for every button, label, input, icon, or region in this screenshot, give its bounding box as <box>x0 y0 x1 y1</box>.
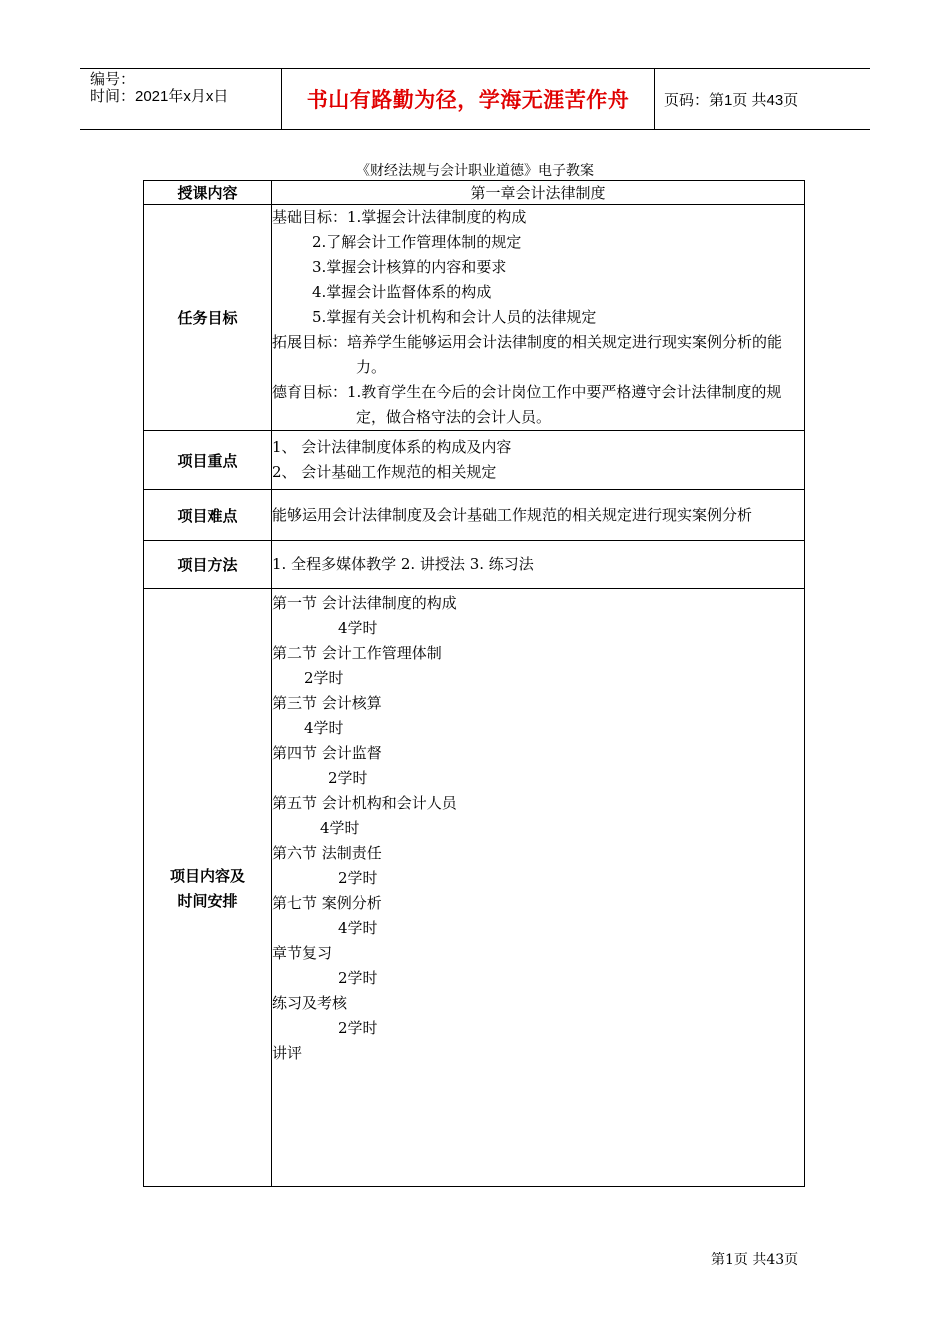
focus-label: 项目重点 <box>144 431 272 490</box>
schedule-title-9: 练习及考核 <box>272 994 348 1012</box>
goal-moral: 德育目标：1.教育学生在今后的会计岗位工作中要严格遵守会计法律制度的规定，做合格守法的会计人员。 <box>272 383 782 426</box>
difficulty-content: 能够运用会计法律制度及会计基础工作规范的相关规定进行现实案例分析 <box>272 490 805 541</box>
goals-content <box>272 205 805 431</box>
schedule-hours-9: 2学时 <box>338 1019 378 1037</box>
goal-extended: 拓展目标：培养学生能够运用会计法律制度的相关规定进行现实案例分析的能力。 <box>272 333 783 376</box>
document-title: 《财经法规与会计职业道德》电子教案 <box>356 163 594 179</box>
goal-basic-1: 基础目标：1.掌握会计法律制度的构成 <box>272 208 527 226</box>
goal-basic-5: 5.掌握有关会计机构和会计人员的法律规定 <box>312 308 597 326</box>
motto: 书山有路勤为径，学海无涯苦作舟 <box>281 69 655 129</box>
page-info: 页码：第1页 共43页 <box>664 91 799 109</box>
focus-content <box>272 431 805 490</box>
schedule-hours-7: 4学时 <box>338 919 378 937</box>
page-footer: 第1页 共43页 <box>711 1252 799 1268</box>
schedule-title-1: 第一节 会计法律制度的构成 <box>272 594 457 612</box>
schedule-title-5: 第五节 会计机构和会计人员 <box>272 794 457 812</box>
schedule-title-8: 章节复习 <box>272 944 333 962</box>
header-meta <box>80 69 280 129</box>
schedule-hours-3: 4学时 <box>304 719 344 737</box>
schedule-title-3: 第三节 会计核算 <box>272 694 382 712</box>
schedule-hours-1: 4学时 <box>338 619 378 637</box>
page-header <box>80 68 870 130</box>
schedule-hours-2: 2学时 <box>304 669 344 687</box>
schedule-content <box>272 589 805 1187</box>
schedule-title-7: 第七节 案例分析 <box>272 894 382 912</box>
course-label: 授课内容 <box>144 181 272 205</box>
number-label: 编号： <box>90 71 136 88</box>
method-content: 1. 全程多媒体教学 2. 讲授法 3. 练习法 <box>272 541 805 589</box>
schedule-title-2: 第二节 会计工作管理体制 <box>272 644 442 662</box>
goals-label: 任务目标 <box>144 205 272 431</box>
schedule-hours-5: 4学时 <box>320 819 360 837</box>
schedule-hours-4: 2学时 <box>328 769 368 787</box>
schedule-hours-6: 2学时 <box>338 869 378 887</box>
schedule-label-line-1: 项目内容及 <box>169 866 245 885</box>
goal-basic-3: 3.掌握会计核算的内容和要求 <box>312 258 507 276</box>
schedule-title-10: 讲评 <box>272 1044 303 1062</box>
schedule-title-4: 第四节 会计监督 <box>272 744 382 762</box>
schedule-label-line-2: 时间安排 <box>177 891 238 910</box>
goal-basic-2: 2.了解会计工作管理体制的规定 <box>312 233 522 251</box>
method-label: 项目方法 <box>144 541 272 589</box>
focus-item-1: 1、 会计法律制度体系的构成及内容 <box>272 438 512 456</box>
difficulty-label: 项目难点 <box>144 490 272 541</box>
schedule-title-6: 第六节 法制责任 <box>272 844 382 862</box>
focus-item-2: 2、 会计基础工作规范的相关规定 <box>272 463 497 481</box>
lesson-plan-table <box>143 180 805 1187</box>
schedule-hours-8: 2学时 <box>338 969 378 987</box>
goal-basic-4: 4.掌握会计监督体系的构成 <box>312 283 492 301</box>
course-value: 第一章会计法律制度 <box>272 181 805 205</box>
time-label: 时间：2021年x月x日 <box>90 88 229 105</box>
schedule-label <box>144 589 272 1187</box>
